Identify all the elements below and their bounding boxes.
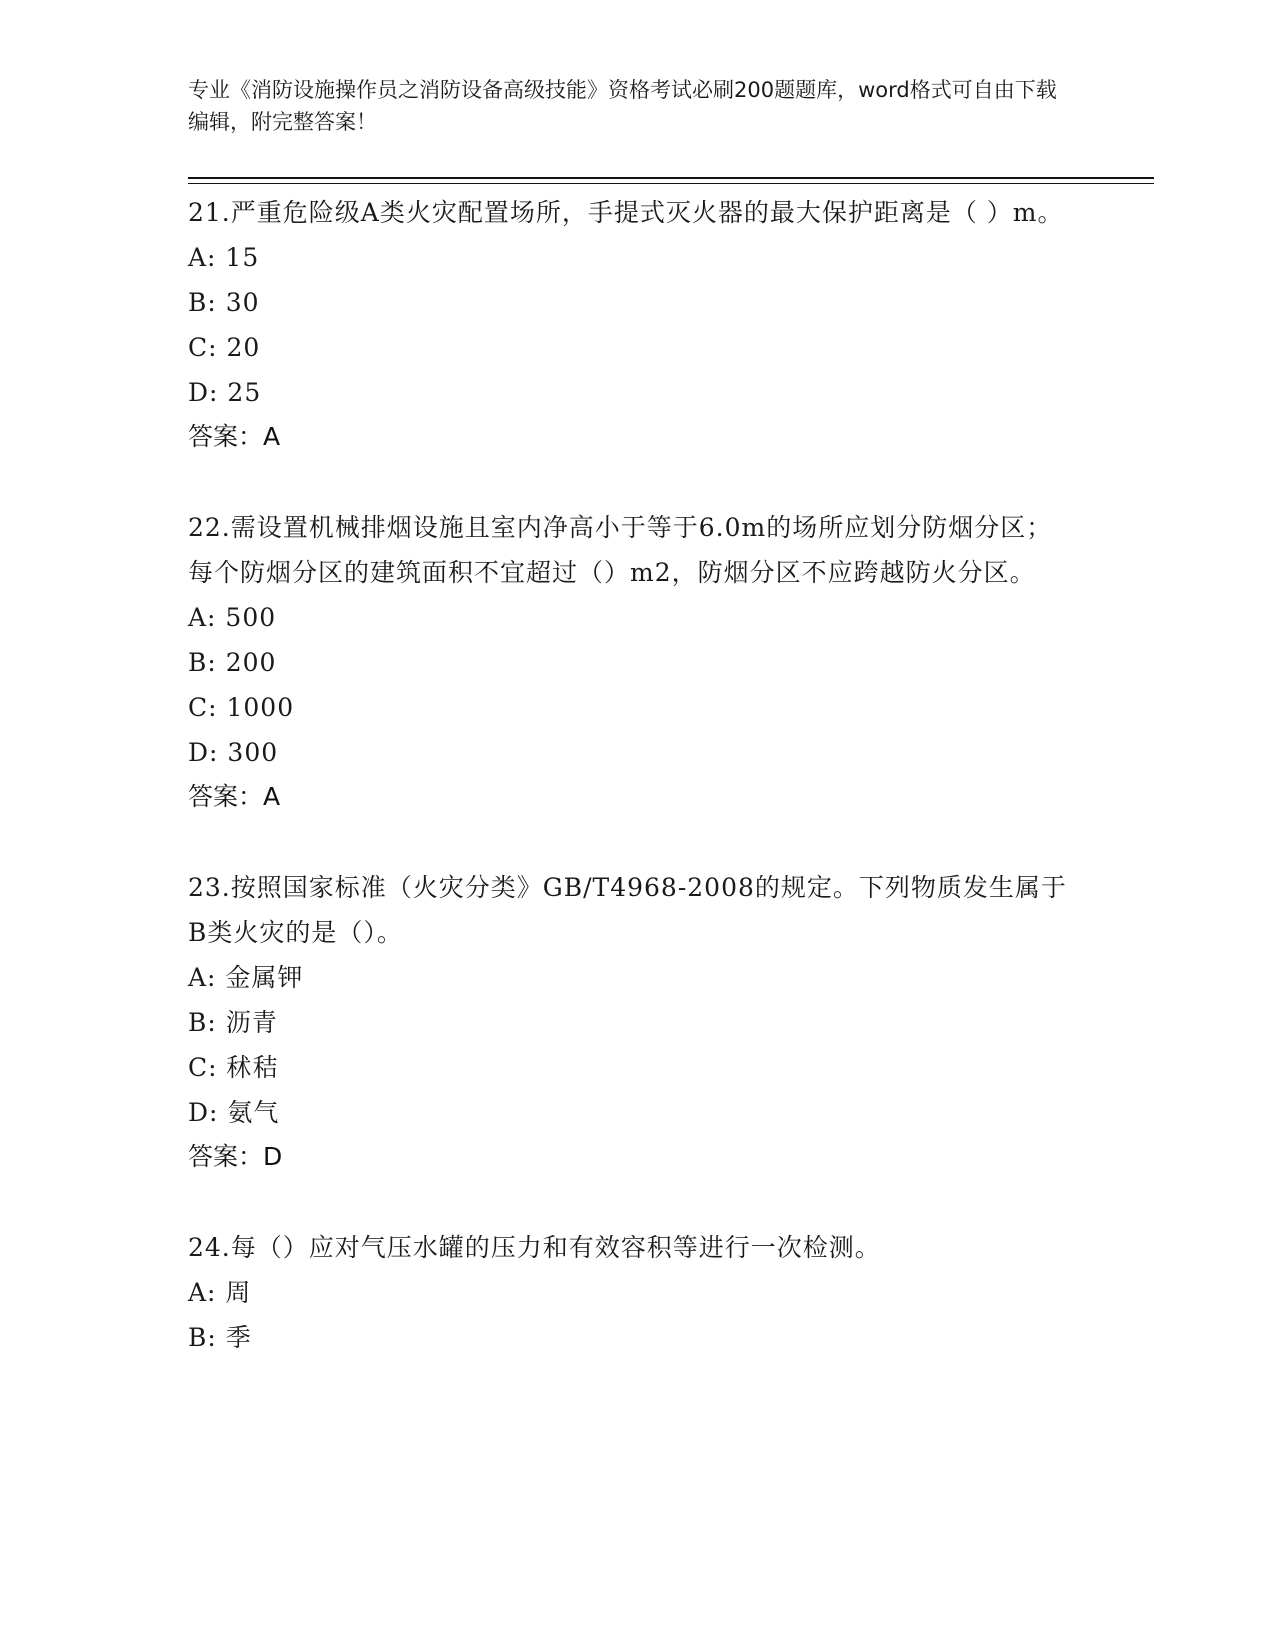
question-23 xyxy=(188,865,1088,1179)
option-c: C: 20 xyxy=(188,333,261,362)
option-d: D: 25 xyxy=(188,378,262,407)
question-text: 22.需设置机械排烟设施且室内净高小于等于6.0m的场所应划分防烟分区；每个防烟分区的建筑面积不宜超过（）m2，防烟分区不应跨越防火分区。 xyxy=(188,513,1053,587)
question-24 xyxy=(188,1225,1088,1360)
option-d: D: 300 xyxy=(188,738,279,767)
question-21 xyxy=(188,190,1088,459)
header-rule-thin xyxy=(188,183,1154,184)
question-text: 23.按照国家标准（火灾分类》GB/T4968-2008的规定。下列物质发生属于B类火灾的是（）。 xyxy=(188,873,1067,947)
option-b: B: 30 xyxy=(188,288,260,317)
option-a: A: 周 xyxy=(188,1278,252,1307)
option-b: B: 200 xyxy=(188,648,277,677)
document-header: 专业《消防设施操作员之消防设备高级技能》资格考试必刷200题题库，word格式可自由下载编辑，附完整答案！ xyxy=(188,78,1057,134)
answer-line: 答案：D xyxy=(188,1142,283,1171)
answer-line: 答案：A xyxy=(188,422,281,451)
option-c: C: 秫秸 xyxy=(188,1053,279,1082)
question-text: 24.每（）应对气压水罐的压力和有效容积等进行一次检测。 xyxy=(188,1233,881,1262)
question-spacer xyxy=(188,1179,1088,1225)
answer-line: 答案：A xyxy=(188,782,281,811)
option-d: D: 氨气 xyxy=(188,1098,280,1127)
option-a: A: 500 xyxy=(188,603,277,632)
option-b: B: 季 xyxy=(188,1323,252,1352)
option-b: B: 沥青 xyxy=(188,1008,278,1037)
option-a: A: 金属钾 xyxy=(188,963,304,992)
question-list xyxy=(188,190,1088,1360)
question-text: 21.严重危险级A类火灾配置场所，手提式灭火器的最大保护距离是（ ）m。 xyxy=(188,198,1064,227)
question-22 xyxy=(188,505,1088,819)
option-c: C: 1000 xyxy=(188,693,295,722)
question-spacer xyxy=(188,819,1088,865)
option-a: A: 15 xyxy=(188,243,260,272)
question-spacer xyxy=(188,459,1088,505)
header-rule-thick xyxy=(188,177,1154,179)
